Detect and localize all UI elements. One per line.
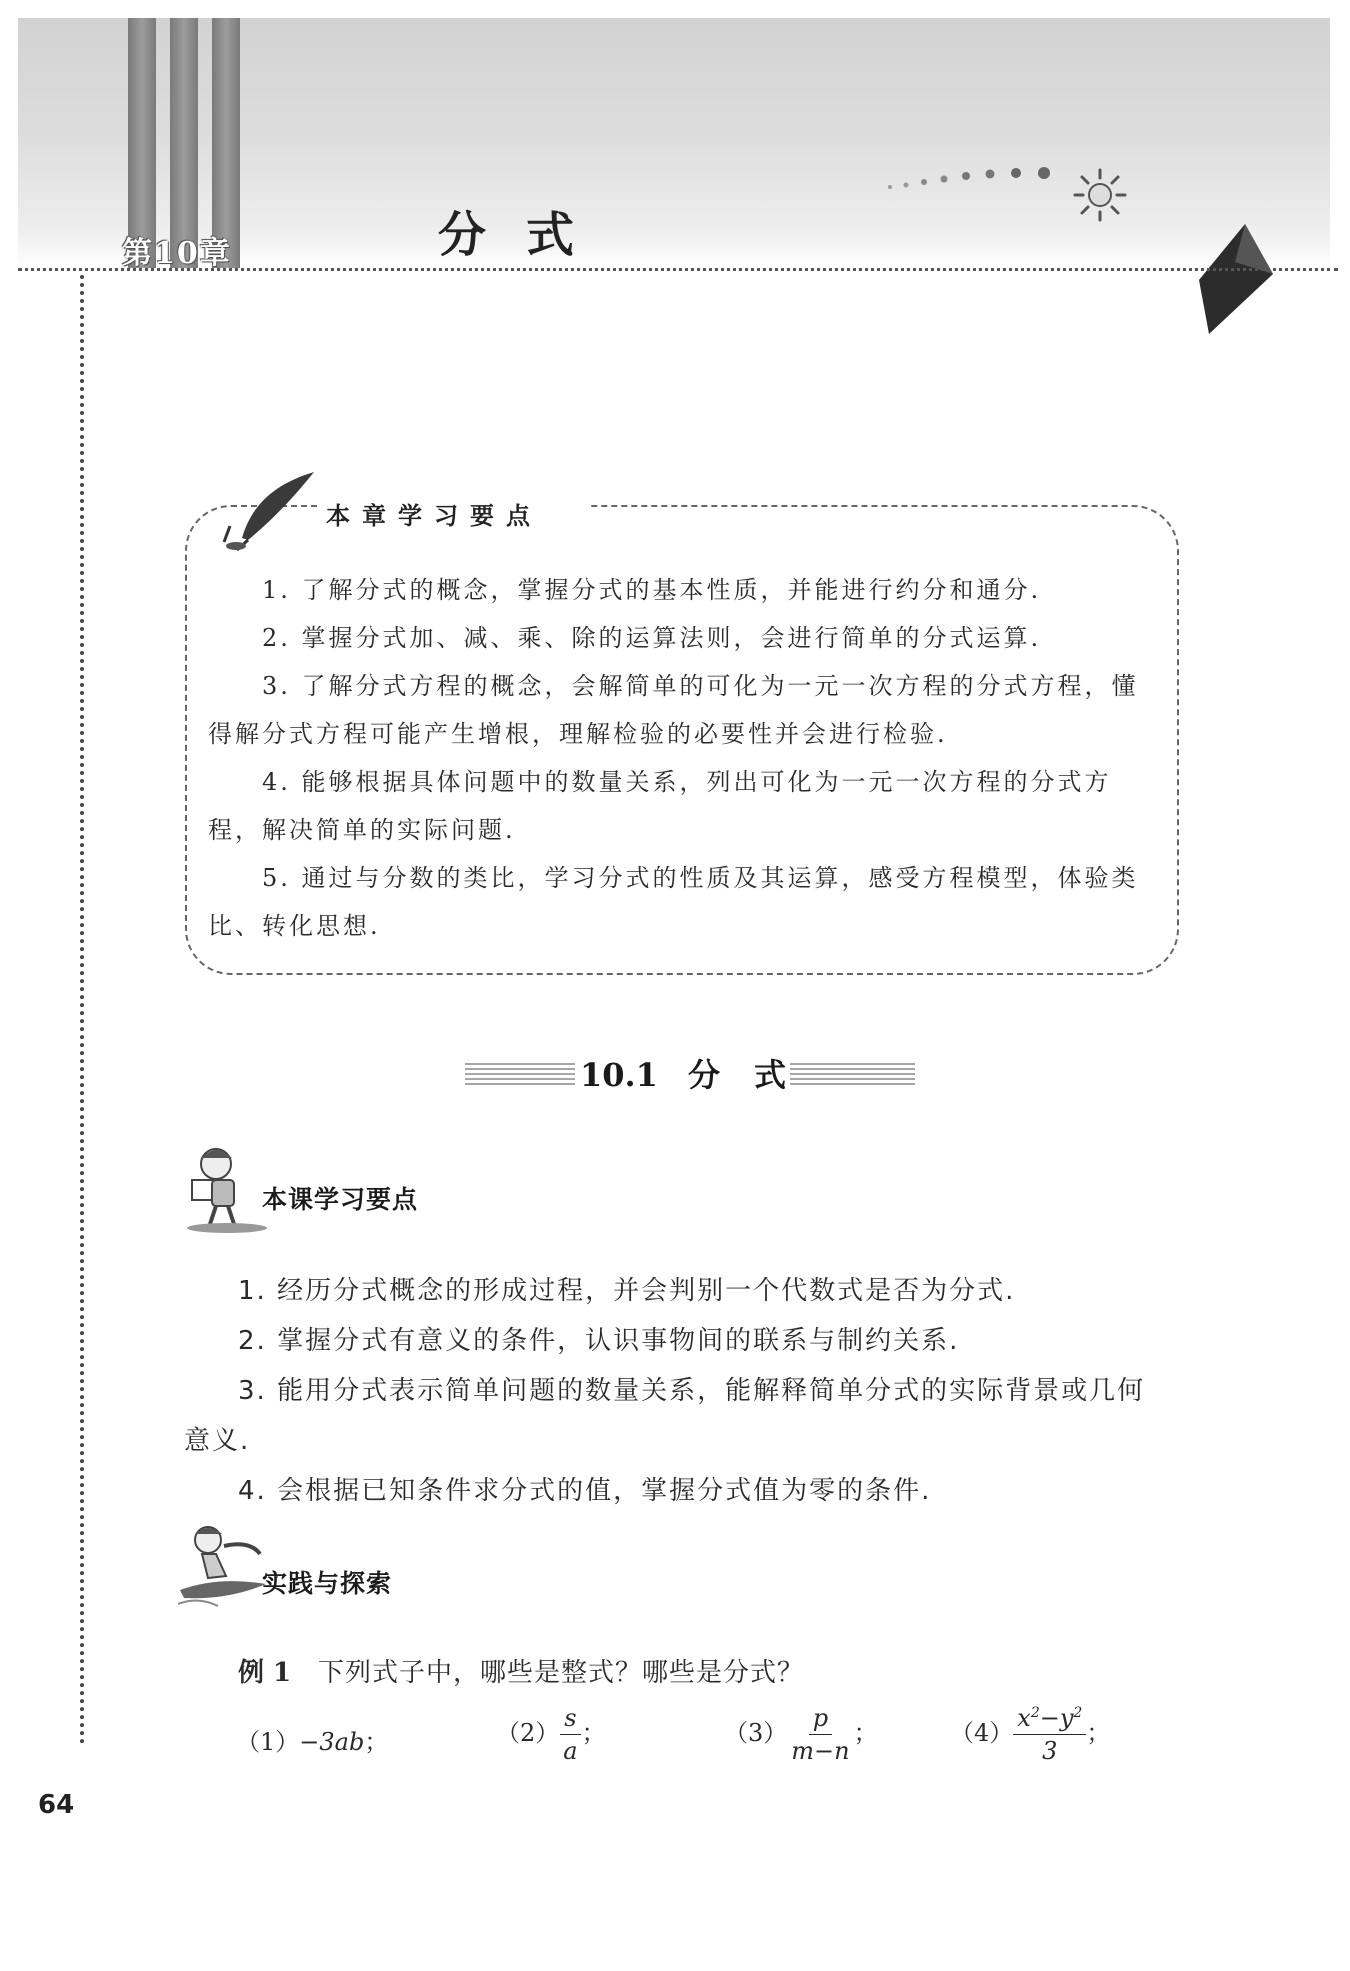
item-separator: ； [1086,1719,1111,1747]
chapter-key-point-line: 比、转化思想. [208,912,381,940]
item-label: （3） [724,1719,788,1747]
fraction [1013,1704,1086,1765]
section-title [580,1050,786,1096]
exponent: 2 [1030,1705,1040,1721]
student-reading-icon [182,1142,272,1234]
lesson-key-point-line: 意义. [184,1426,251,1456]
section-title-char: 分 [687,1056,720,1094]
section-title-decoration [465,1063,575,1085]
section-title-decoration [790,1063,915,1085]
fraction [559,1704,581,1765]
quill-icon [222,468,322,553]
item-expression: −3ab [299,1728,365,1756]
lesson-key-points-heading: 本课学习要点 [262,1185,419,1214]
item-label: （1） [236,1728,300,1756]
exponent: 2 [1073,1705,1083,1721]
chapter-title: 分式 [438,207,615,263]
chapter-key-point-line: 4. 能够根据具体问题中的数量关系，列出可化为一元一次方程的分式方 [262,768,1112,796]
lesson-key-point-line: 3. 能用分式表示简单问题的数量关系，能解释简单分式的实际背景或几何 [238,1376,1146,1406]
fraction-numerator: s [560,1704,580,1735]
header-divider [18,268,1338,271]
example-question: 下列式子中，哪些是整式？哪些是分式？ [318,1658,805,1688]
practice-heading: 实践与探索 [262,1569,393,1598]
chapter-key-point-line: 得解分式方程可能产生增根，理解检验的必要性并会进行检验. [208,720,948,748]
fraction-numerator: p [809,1704,832,1735]
surfer-student-icon [178,1520,268,1610]
numerator-term: x [1017,1704,1031,1732]
item-label: （4） [950,1719,1014,1747]
fraction-denominator: 3 [1042,1737,1058,1765]
chapter-key-point-line: 程，解决简单的实际问题. [208,816,516,844]
numerator-term: −y [1039,1704,1074,1732]
chapter-key-point-line: 5. 通过与分数的类比，学习分式的性质及其运算，感受方程模型，体验类 [262,864,1139,892]
lesson-key-point-line: 2. 掌握分式有意义的条件，认识事物间的联系与制约关系. [238,1326,960,1356]
decorative-dots-icon [880,155,1080,195]
item-label: （2） [496,1719,560,1747]
chapter-key-point-line: 3. 了解分式方程的概念，会解简单的可化为一元一次方程的分式方程，懂 [262,672,1139,700]
example-item [724,1704,878,1765]
lesson-key-point-line: 1. 经历分式概念的形成过程，并会判别一个代数式是否为分式. [238,1276,1016,1306]
fraction-denominator: m−n [791,1737,850,1765]
fraction [787,1704,853,1765]
item-separator: ； [364,1728,389,1756]
chapter-label: 第10章 [122,236,232,271]
example-item [236,1722,388,1757]
item-separator: ； [581,1719,606,1747]
example-item [496,1704,606,1765]
fraction-numerator [1013,1704,1086,1735]
section-number: 10.1 [580,1056,658,1094]
example-item [950,1704,1110,1765]
lesson-key-point-line: 4. 会根据已知条件求分式的值，掌握分式值为零的条件. [238,1476,932,1506]
section-title-char: 式 [753,1056,786,1094]
item-separator: ； [853,1719,878,1747]
chapter-key-point-line: 2. 掌握分式加、减、乘、除的运算法则，会进行简单的分式运算. [262,624,1042,652]
diamond-icon [1195,222,1275,337]
page-number: 64 [38,1790,75,1820]
fraction-denominator: a [563,1737,578,1765]
chapter-key-point-line: 1. 了解分式的概念，掌握分式的基本性质，并能进行约分和通分. [262,576,1042,604]
sun-icon [1070,165,1130,225]
example-label: 例 1 [238,1658,292,1688]
chapter-key-points-heading: 本章学习要点 [326,502,542,530]
margin-divider [80,275,84,1745]
